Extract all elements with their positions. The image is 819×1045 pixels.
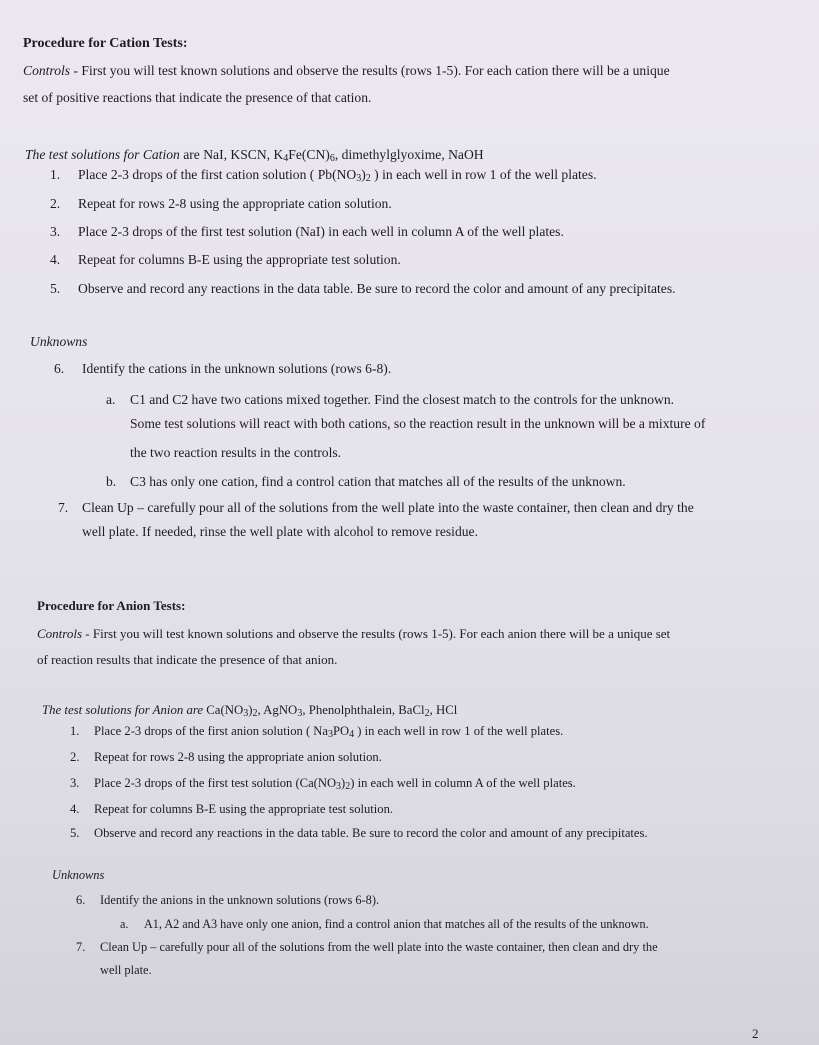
cation-step-1: 1. Place 2-3 drops of the first cation solution ( Pb(NO3)2 ) in each well in row 1 of the well plates. [50,167,597,184]
anion-step-2: 2. Repeat for rows 2-8 using the appropriate anion solution. [70,750,382,764]
anion-test-solutions: The test solutions for Anion are Ca(NO3)2, AgNO3, Phenolphthalein, BaCl2, HCl [42,703,458,719]
cation-step-6a-line-1: a. C1 and C2 have two cations mixed together. Find the closest match to the controls for the unknown. [106,392,675,407]
anion-step-1: 1. Place 2-3 drops of the first anion solution ( Na3PO4 ) in each well in row 1 of the well plates. [70,724,564,740]
cation-step-4: 4. Repeat for columns B-E using the appropriate test solution. [50,252,401,267]
anion-intro-line-1: Controls - First you will test known solutions and observe the results (rows 1-5). For each anion there will be a unique set [37,626,671,641]
cation-step-6: 6. Identify the cations in the unknown solutions (rows 6-8). [54,361,392,376]
anion-controls-label: Controls [37,626,83,641]
cation-step-2: 2. Repeat for rows 2-8 using the appropriate cation solution. [50,196,392,211]
cation-unknowns-label: Unknowns [30,334,88,349]
anion-step-4: 4. Repeat for columns B-E using the appropriate test solution. [70,802,394,816]
cation-test-solutions: The test solutions for Cation are NaI, KSCN, K4Fe(CN)6, dimethylglyoxime, NaOH [25,147,484,164]
anion-intro-line-2: of reaction results that indicate the presence of that anion. [37,652,338,667]
cation-step-6b: b. C3 has only one cation, find a control cation that matches all of the results of the unknown. [106,474,626,489]
cation-step-5: 5. Observe and record any reactions in the data table. Be sure to record the color and amount of any precipitates. [50,281,676,296]
page-number: 2 [752,1026,759,1041]
anion-step-7-line-1: 7. Clean Up – carefully pour all of the solutions from the well plate into the waste container, then clean and dry the [76,940,658,954]
cation-step-6a-line-2: Some test solutions will react with both cations, so the reaction result in the unknown will be a mixture of [130,416,706,431]
anion-step-7-line-2: well plate. [100,963,152,977]
cation-intro-line-2: set of positive reactions that indicate the presence of that cation. [23,90,372,105]
anion-step-6: 6. Identify the anions in the unknown solutions (rows 6-8). [76,893,380,907]
anion-step-3: 3. Place 2-3 drops of the first test solution (Ca(NO3)2) in each well in column A of the well plates. [70,776,576,792]
anion-step-5: 5. Observe and record any reactions in the data table. Be sure to record the color and amount of any precipitates. [70,826,648,840]
cation-intro-line-1 [23,62,670,80]
cation-controls-label: Controls [23,63,71,78]
cation-heading: Procedure for Cation Tests: [23,36,188,51]
cation-step-7-line-2: well plate. If needed, rinse the well plate with alcohol to remove residue. [82,524,478,539]
anion-step-6a: a. A1, A2 and A3 have only one anion, find a control anion that matches all of the results of the unknown. [120,917,649,931]
anion-heading: Procedure for Anion Tests: [37,598,186,613]
anion-unknowns-label: Unknowns [52,868,105,882]
cation-step-6a-line-3: the two reaction results in the controls. [130,445,342,460]
cation-step-7-line-1: 7. Clean Up – carefully pour all of the solutions from the well plate into the waste container, then clean and dry the [58,500,694,515]
cation-step-3: 3. Place 2-3 drops of the first test solution (NaI) in each well in column A of the well plates. [50,224,564,239]
cation-intro-text-1: - First you will test known solutions and observe the results (rows 1-5). For each cation there will be a unique [70,63,670,78]
